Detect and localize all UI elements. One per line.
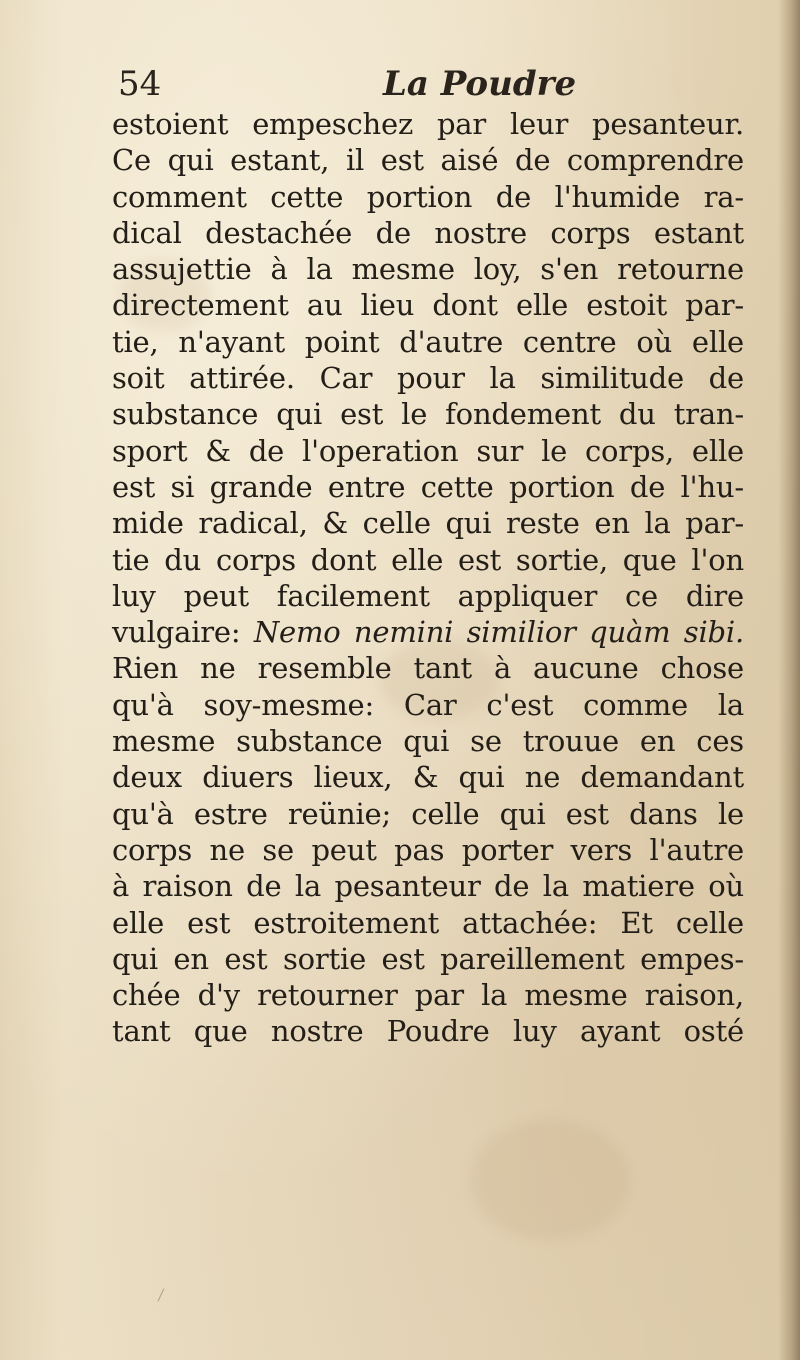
text-line: directement au lieu dont elle estoit par- — [112, 288, 744, 323]
running-title: La Poudre — [383, 64, 577, 104]
page-number: 54 — [118, 64, 162, 104]
text-line: estoient empeschez par leur pesanteur. — [112, 107, 744, 141]
text-line: mide radical, & celle qui reste en la par- — [112, 506, 744, 541]
ink-mark — [158, 1288, 174, 1305]
text-line: corps ne se peut pas porter vers l'autre — [112, 832, 744, 867]
text-line: tant que nostre Poudre luy ayant osté — [112, 1014, 744, 1049]
text-line: Rien ne resemble tant à aucune chose — [112, 651, 744, 686]
text-line: à raison de la pesanteur de la matiere où — [112, 869, 744, 904]
text-line: tie, n'ayant point d'autre centre où elle — [112, 324, 744, 359]
text-line: substance qui est le fondement du tran- — [112, 397, 744, 432]
page-edge-shadow — [778, 0, 800, 1360]
text-line: qu'à estre reünie; celle qui est dans le — [112, 796, 744, 831]
text-line: tie du corps dont elle est sortie, que l'on — [112, 542, 744, 577]
body-text — [112, 106, 744, 1050]
text-line: est si grande entre cette portion de l'hu- — [112, 469, 744, 504]
text-line: assujettie à la mesme loy, s'en retourne — [112, 252, 744, 287]
text-line: luy peut facilement appliquer ce dire — [112, 578, 744, 613]
text-line: soit attirée. Car pour la similitude de — [112, 361, 744, 396]
text-line: vulgaire: — [112, 615, 241, 650]
latin-quote: Nemo nemini similior quàm sibi. — [253, 615, 744, 650]
text-line: qui en est sortie est pareillement empes- — [112, 941, 744, 976]
text-line: Ce qui estant, il est aisé de comprendre — [112, 143, 744, 178]
text-line: deux diuers lieux, & qui ne demandant — [112, 760, 744, 795]
text-line: mesme substance qui se trouue en ces — [112, 724, 744, 759]
text-line: elle est estroitement attachée: Et celle — [112, 905, 744, 940]
text-line: chée d'y retourner par la mesme raison, — [112, 978, 744, 1013]
text-line: qu'à soy-mesme: Car c'est comme la — [112, 687, 744, 722]
text-line-with-quote — [112, 614, 744, 650]
text-line: comment cette portion de l'humide ra- — [112, 179, 744, 214]
text-line: sport & de l'operation sur le corps, elle — [112, 433, 744, 468]
page-header — [118, 62, 738, 106]
text-line: dical destachée de nostre corps estant — [112, 215, 744, 250]
paper-stain — [470, 1120, 630, 1240]
